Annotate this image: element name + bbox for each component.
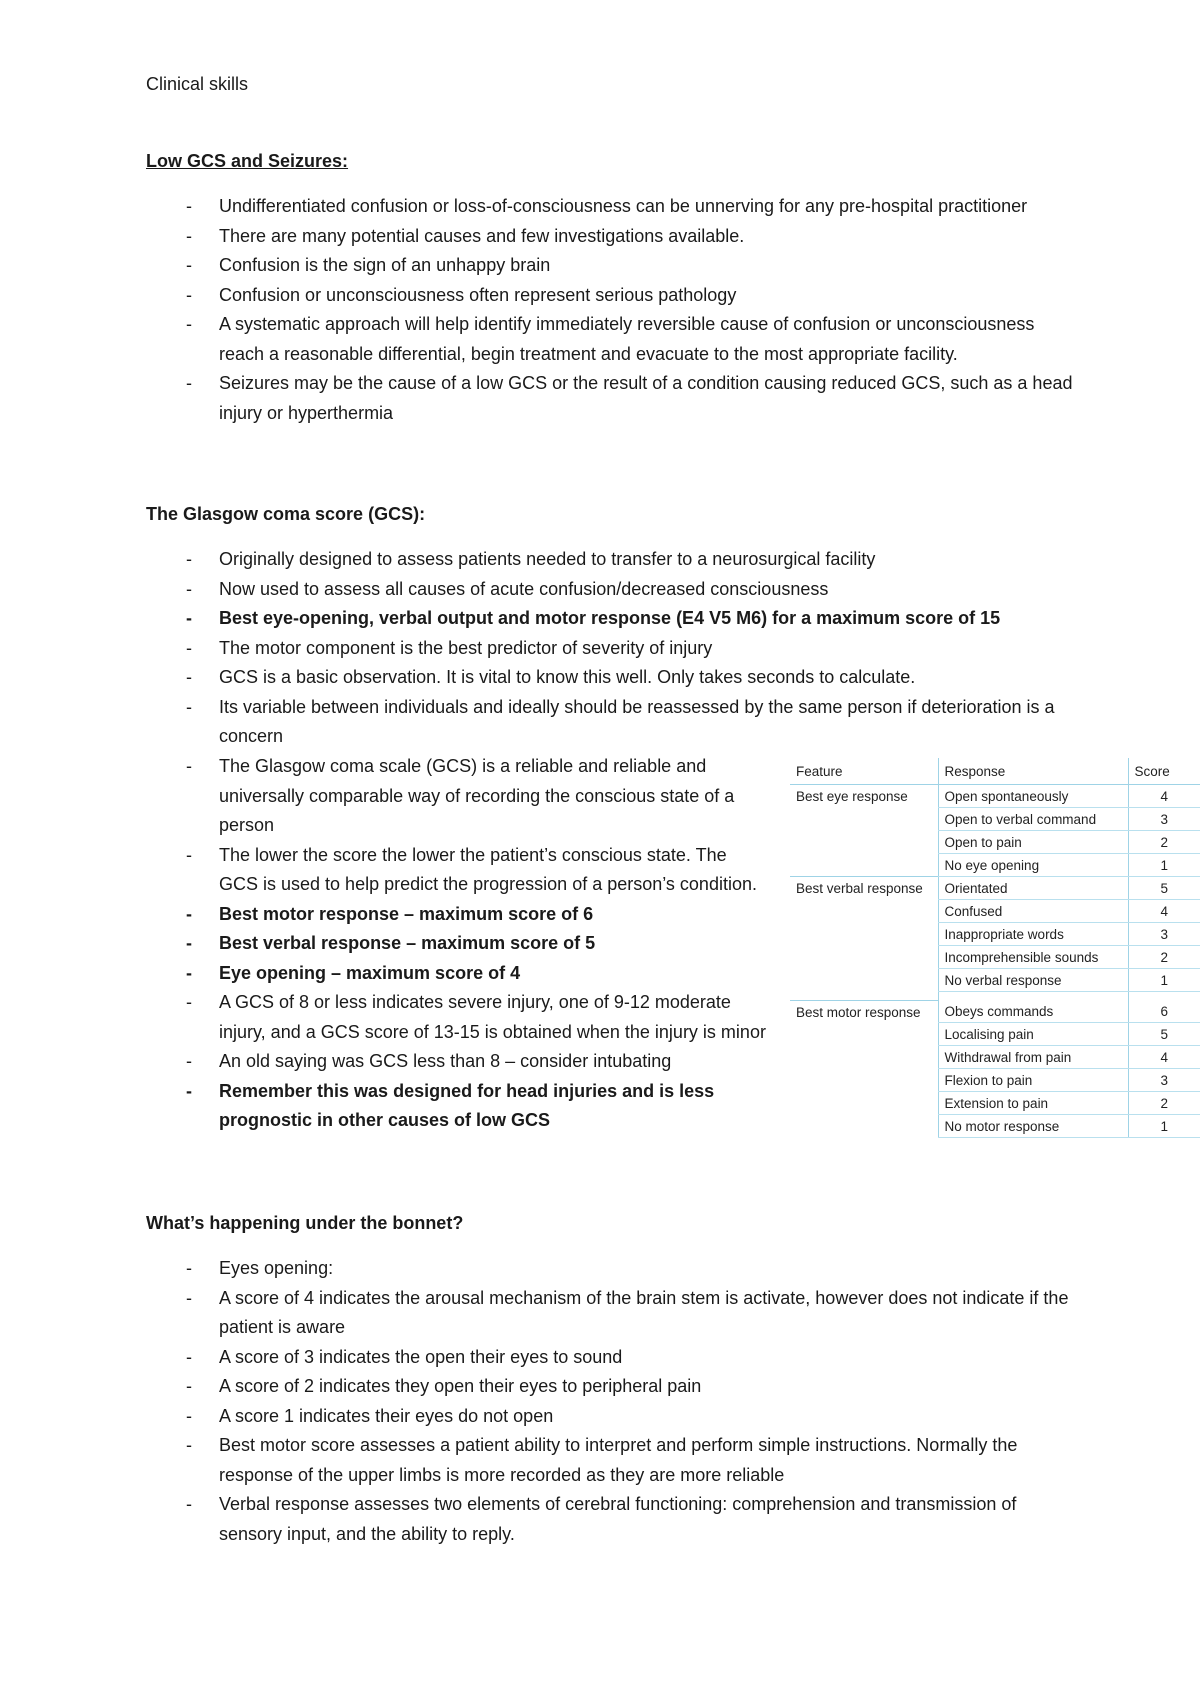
response-cell: No motor response: [938, 1115, 1128, 1138]
list-item: - Best verbal response – maximum score of 5: [146, 929, 766, 959]
list-item: - Now used to assess all causes of acute confusion/decreased consciousness: [146, 575, 1076, 605]
score-cell: 4: [1128, 1046, 1200, 1069]
list-item: - Confusion or unconsciousness often represent serious pathology: [146, 281, 1076, 311]
gcs-list-narrow: [146, 752, 766, 1136]
response-cell: Orientated: [938, 877, 1128, 900]
feature-verbal: Best verbal response: [790, 877, 938, 1001]
response-cell: Extension to pain: [938, 1092, 1128, 1115]
score-cell: 3: [1128, 1069, 1200, 1092]
response-cell: No eye opening: [938, 854, 1128, 877]
response-cell: Open to verbal command: [938, 808, 1128, 831]
score-cell: 5: [1128, 1023, 1200, 1046]
header-score: Score: [1128, 758, 1200, 785]
list-item: - Best motor score assesses a patient ability to interpret and perform simple instructions. Normally the response of the upper limbs is more recorded as they are more reliable: [146, 1431, 1076, 1490]
list-item: - Undifferentiated confusion or loss-of-consciousness can be unnerving for any pre-hospital practitioner: [146, 192, 1076, 222]
list-item: - Confusion is the sign of an unhappy brain: [146, 251, 1076, 281]
list-item: - The Glasgow coma scale (GCS) is a reliable and reliable and universally comparable way of recording the conscious state of a person: [146, 752, 766, 841]
list-item: - A systematic approach will help identify immediately reversible cause of confusion or unconsciousness reach a reasonable differential, begin treatment and evacuate to the most appropriate facility.: [146, 310, 1076, 369]
score-cell: 2: [1128, 1092, 1200, 1115]
response-cell: Localising pain: [938, 1023, 1128, 1046]
response-cell: Inappropriate words: [938, 923, 1128, 946]
gcs-list: [146, 545, 1076, 752]
table-row: [790, 877, 1200, 900]
list-item: - A score 1 indicates their eyes do not open: [146, 1402, 1076, 1432]
score-cell: 6: [1128, 1000, 1200, 1023]
list-item: - The motor component is the best predictor of severity of injury: [146, 634, 1076, 664]
list-item: - Remember this was designed for head injuries and is less prognostic in other causes of low GCS: [146, 1077, 766, 1136]
section-heading-gcs: The Glasgow coma score (GCS):: [146, 504, 426, 524]
score-cell: 1: [1128, 854, 1200, 877]
table-row: [790, 785, 1200, 808]
response-cell: Withdrawal from pain: [938, 1046, 1128, 1069]
table-row: [790, 1000, 1200, 1023]
gcs-table-figure: [790, 758, 1200, 1146]
response-cell: No verbal response: [938, 969, 1128, 992]
score-cell: 1: [1128, 969, 1200, 992]
score-cell: 3: [1128, 808, 1200, 831]
bonnet-list: [146, 1254, 1076, 1549]
list-item: - A score of 2 indicates they open their eyes to peripheral pain: [146, 1372, 1076, 1402]
response-cell: Open to pain: [938, 831, 1128, 854]
header-feature: Feature: [790, 758, 938, 785]
score-cell: 4: [1128, 785, 1200, 808]
list-item: - Eyes opening:: [146, 1254, 1076, 1284]
response-cell: Flexion to pain: [938, 1069, 1128, 1092]
score-cell: 3: [1128, 923, 1200, 946]
response-cell: Confused: [938, 900, 1128, 923]
score-cell: 5: [1128, 877, 1200, 900]
header-response: Response: [938, 758, 1128, 785]
score-cell: 2: [1128, 946, 1200, 969]
list-item: - An old saying was GCS less than 8 – consider intubating: [146, 1047, 766, 1077]
list-item: - A score of 3 indicates the open their eyes to sound: [146, 1343, 1076, 1373]
list-item: - The lower the score the lower the patient’s conscious state. The GCS is used to help predict the progression of a person’s condition.: [146, 841, 766, 900]
page-header: Clinical skills: [146, 74, 249, 94]
response-cell: Obeys commands: [938, 1000, 1128, 1023]
response-cell: Incomprehensible sounds: [938, 946, 1128, 969]
gcs-table: [790, 758, 1200, 1138]
list-item: - A score of 4 indicates the arousal mechanism of the brain stem is activate, however does not indicate if the patient is aware: [146, 1284, 1076, 1343]
list-item: - There are many potential causes and few investigations available.: [146, 222, 1076, 252]
table-header-row: [790, 758, 1200, 785]
list-item: - Its variable between individuals and ideally should be reassessed by the same person if deterioration is a concern: [146, 693, 1076, 752]
section-heading-low-gcs: Low GCS and Seizures:: [146, 151, 349, 171]
low-gcs-list: [146, 192, 1076, 428]
list-item: - Best motor response – maximum score of 6: [146, 900, 766, 930]
score-cell: 4: [1128, 900, 1200, 923]
list-item: - Originally designed to assess patients needed to transfer to a neurosurgical facility: [146, 545, 1076, 575]
list-item: - Eye opening – maximum score of 4: [146, 959, 766, 989]
response-cell: Open spontaneously: [938, 785, 1128, 808]
feature-eye: Best eye response: [796, 789, 908, 804]
list-item: - Seizures may be the cause of a low GCS or the result of a condition causing reduced GCS, such as a head injury or hyperthermia: [146, 369, 1076, 428]
list-item: - Verbal response assesses two elements of cerebral functioning: comprehension and transmission of sensory input, and the ability to reply.: [146, 1490, 1076, 1549]
list-item: - A GCS of 8 or less indicates severe injury, one of 9-12 moderate injury, and a GCS score of 13-15 is obtained when the injury is minor: [146, 988, 766, 1047]
score-cell: 2: [1128, 831, 1200, 854]
feature-motor: Best motor response: [790, 1000, 938, 1138]
list-item: - GCS is a basic observation. It is vital to know this well. Only takes seconds to calculate.: [146, 663, 1076, 693]
list-item: - Best eye-opening, verbal output and motor response (E4 V5 M6) for a maximum score of 15: [146, 604, 1076, 634]
score-cell: 1: [1128, 1115, 1200, 1138]
section-heading-bonnet: What’s happening under the bonnet?: [146, 1213, 464, 1233]
